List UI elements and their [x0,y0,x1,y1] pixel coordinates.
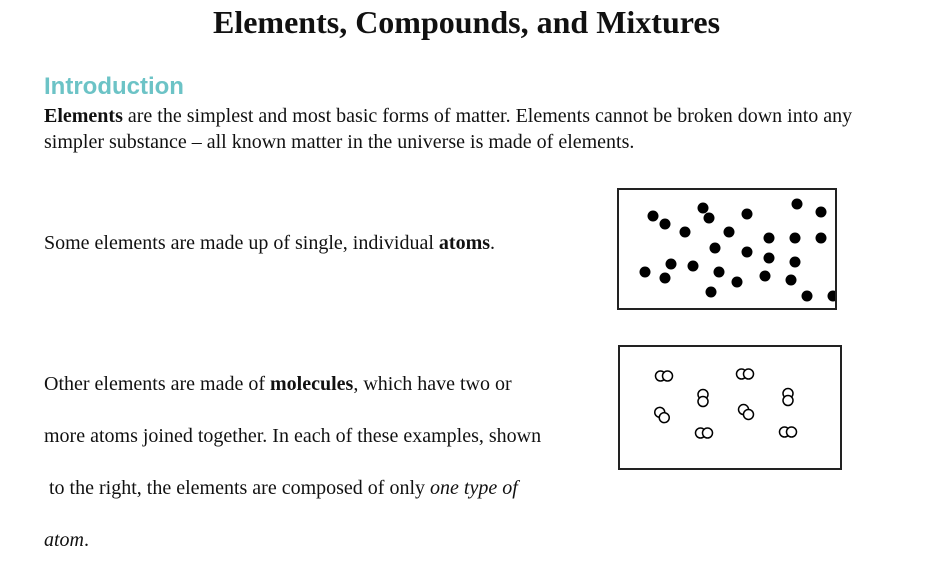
diatomic-molecule [696,428,713,438]
term-elements: Elements [44,105,123,127]
atom-dot [666,259,677,270]
molecules-line-4 [44,514,604,566]
molecules-text: Other elements are made of [44,373,271,395]
molecules-text-cont: , which have two or [353,373,512,395]
single-atoms-illustration [619,190,835,308]
atom-dot [764,253,775,264]
atom-dot [828,291,836,302]
atom-dot [710,243,721,254]
atom-dot [680,227,691,238]
molecules-text-end: . [84,529,89,551]
molecules-line-2: more atoms joined together. In each of these examples, shown [44,425,542,447]
page-title: Elements, Compounds, and Mixtures [212,4,721,40]
atom-dot [816,233,827,244]
diatomic-molecule [783,389,793,406]
molecules-text-3: to the right, the elements are composed of only [49,477,431,499]
atom-dot [698,203,709,214]
diatomic-molecules-diagram [618,345,842,470]
intro-text-line1: are the simplest and most basic forms of matter. Elements cannot be broken down into any [122,105,853,127]
atom-dot [704,213,715,224]
atom-dot [760,271,771,282]
atom-dot [786,275,797,286]
molecules-line-3 [44,462,604,514]
atom-dot [714,267,725,278]
atom-dot [792,199,803,210]
atom-dot [648,211,659,222]
atoms-paragraph [44,230,495,256]
atom-dot [742,209,753,220]
emphasis-one-type-of: one type of [430,477,518,499]
atoms-text-end: . [490,232,496,254]
diatomic-molecule [656,371,673,381]
atom-dot [640,267,651,278]
atom-dot [816,207,827,218]
atom-dot [790,257,801,268]
diatomic-molecule [698,390,708,407]
diatomic-molecule [736,402,755,421]
diatomic-molecules-illustration [620,347,840,468]
emphasis-atom: atom [44,529,84,551]
intro-paragraph [44,103,929,155]
atom-dot [764,233,775,244]
diatomic-molecule [780,427,797,437]
atom-dot [802,291,813,302]
single-atoms-diagram [617,188,837,310]
term-atoms: atoms [438,232,491,254]
atom-dot [742,247,753,258]
atom-dot [688,261,699,272]
molecules-line-1 [44,358,604,410]
section-heading-introduction: Introduction [44,73,184,100]
diatomic-molecule [737,369,754,379]
molecules-paragraph [44,358,604,566]
term-molecules: molecules [270,373,354,395]
atom-dot [706,287,717,298]
diatomic-molecule [653,405,672,424]
atom-dot [790,233,801,244]
atom-dot [724,227,735,238]
atom-dot [660,273,671,284]
atom-dot [732,277,743,288]
intro-text-line2: simpler substance – all known matter in the universe is made of elements. [44,131,635,153]
atom-dot [660,219,671,230]
atoms-text: Some elements are made up of single, individual [44,232,439,254]
